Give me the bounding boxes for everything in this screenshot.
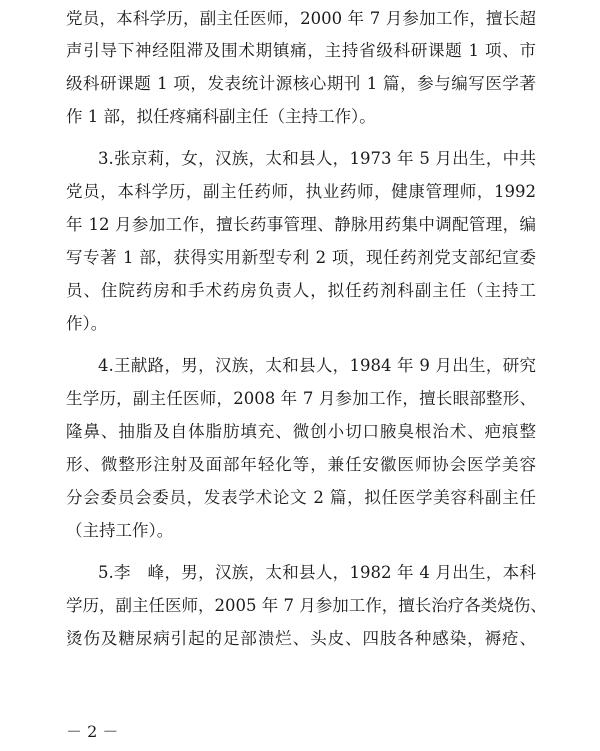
paragraph-4-line-5: 分会委员会委员，发表学术论文 2 篇，拟任医学美容科副主任 (66, 488, 536, 507)
paragraph-3-line-4: 写专著 1 部，获得实用新型专利 2 项，现任药剂党支部纪宣委 (66, 248, 536, 267)
paragraph-4-line-3: 隆鼻、抽脂及自体脂肪填充、微创小切口腋臭根治术、疤痕整 (66, 422, 536, 441)
paragraph-4-line-6: （主持工作）。 (66, 521, 174, 540)
paragraph-5-line-2: 学历，副主任医师，2005 年 7 月参加工作，擅长治疗各类烧伤、 (66, 596, 547, 615)
paragraph-4-line-1: 4.王献路，男，汉族，太和县人，1984 年 9 月出生，研究 (98, 356, 536, 375)
paragraph-4-line-2: 生学历，副主任医师，2008 年 7 月参加工作，擅长眼部整形、 (66, 389, 536, 408)
paragraph-3-line-5: 员、住院药房和手术药房负责人，拟任药剂科副主任（主持工 (66, 281, 536, 300)
paragraph-3-line-3: 年 12 月参加工作，擅长药事管理、静脉用药集中调配管理，编 (66, 215, 536, 234)
page-number: － 2 － (66, 722, 119, 741)
text-line-1: 党员，本科学历，副主任医师，2000 年 7 月参加工作，擅长超 (66, 9, 536, 28)
text-line-3: 级科研课题 1 项，发表统计源核心期刊 1 篇，参与编写医学著 (66, 74, 536, 93)
paragraph-3-line-2: 党员，本科学历，副主任药师，执业药师，健康管理师，1992 (66, 182, 536, 201)
paragraph-5-line-1: 5.李 峰，男，汉族，太和县人，1982 年 4 月出生，本科 (98, 563, 536, 582)
text-line-2: 声引导下神经阻滞及围术期镇痛，主持省级科研课题 1 项、市 (66, 41, 536, 60)
paragraph-5-line-3: 烫伤及糖尿病引起的足部溃烂、头皮、四肢各种感染，褥疮、 (66, 629, 536, 648)
paragraph-3-line-1: 3.张京莉，女，汉族，太和县人，1973 年 5 月出生，中共 (98, 149, 536, 168)
text-line-4: 作 1 部，拟任疼痛科副主任（主持工作）。 (66, 107, 376, 126)
paragraph-4-line-4: 形、微整形注射及面部年轻化等，兼任安徽医师协会医学美容 (66, 455, 536, 474)
paragraph-3-line-6: 作）。 (66, 314, 108, 333)
